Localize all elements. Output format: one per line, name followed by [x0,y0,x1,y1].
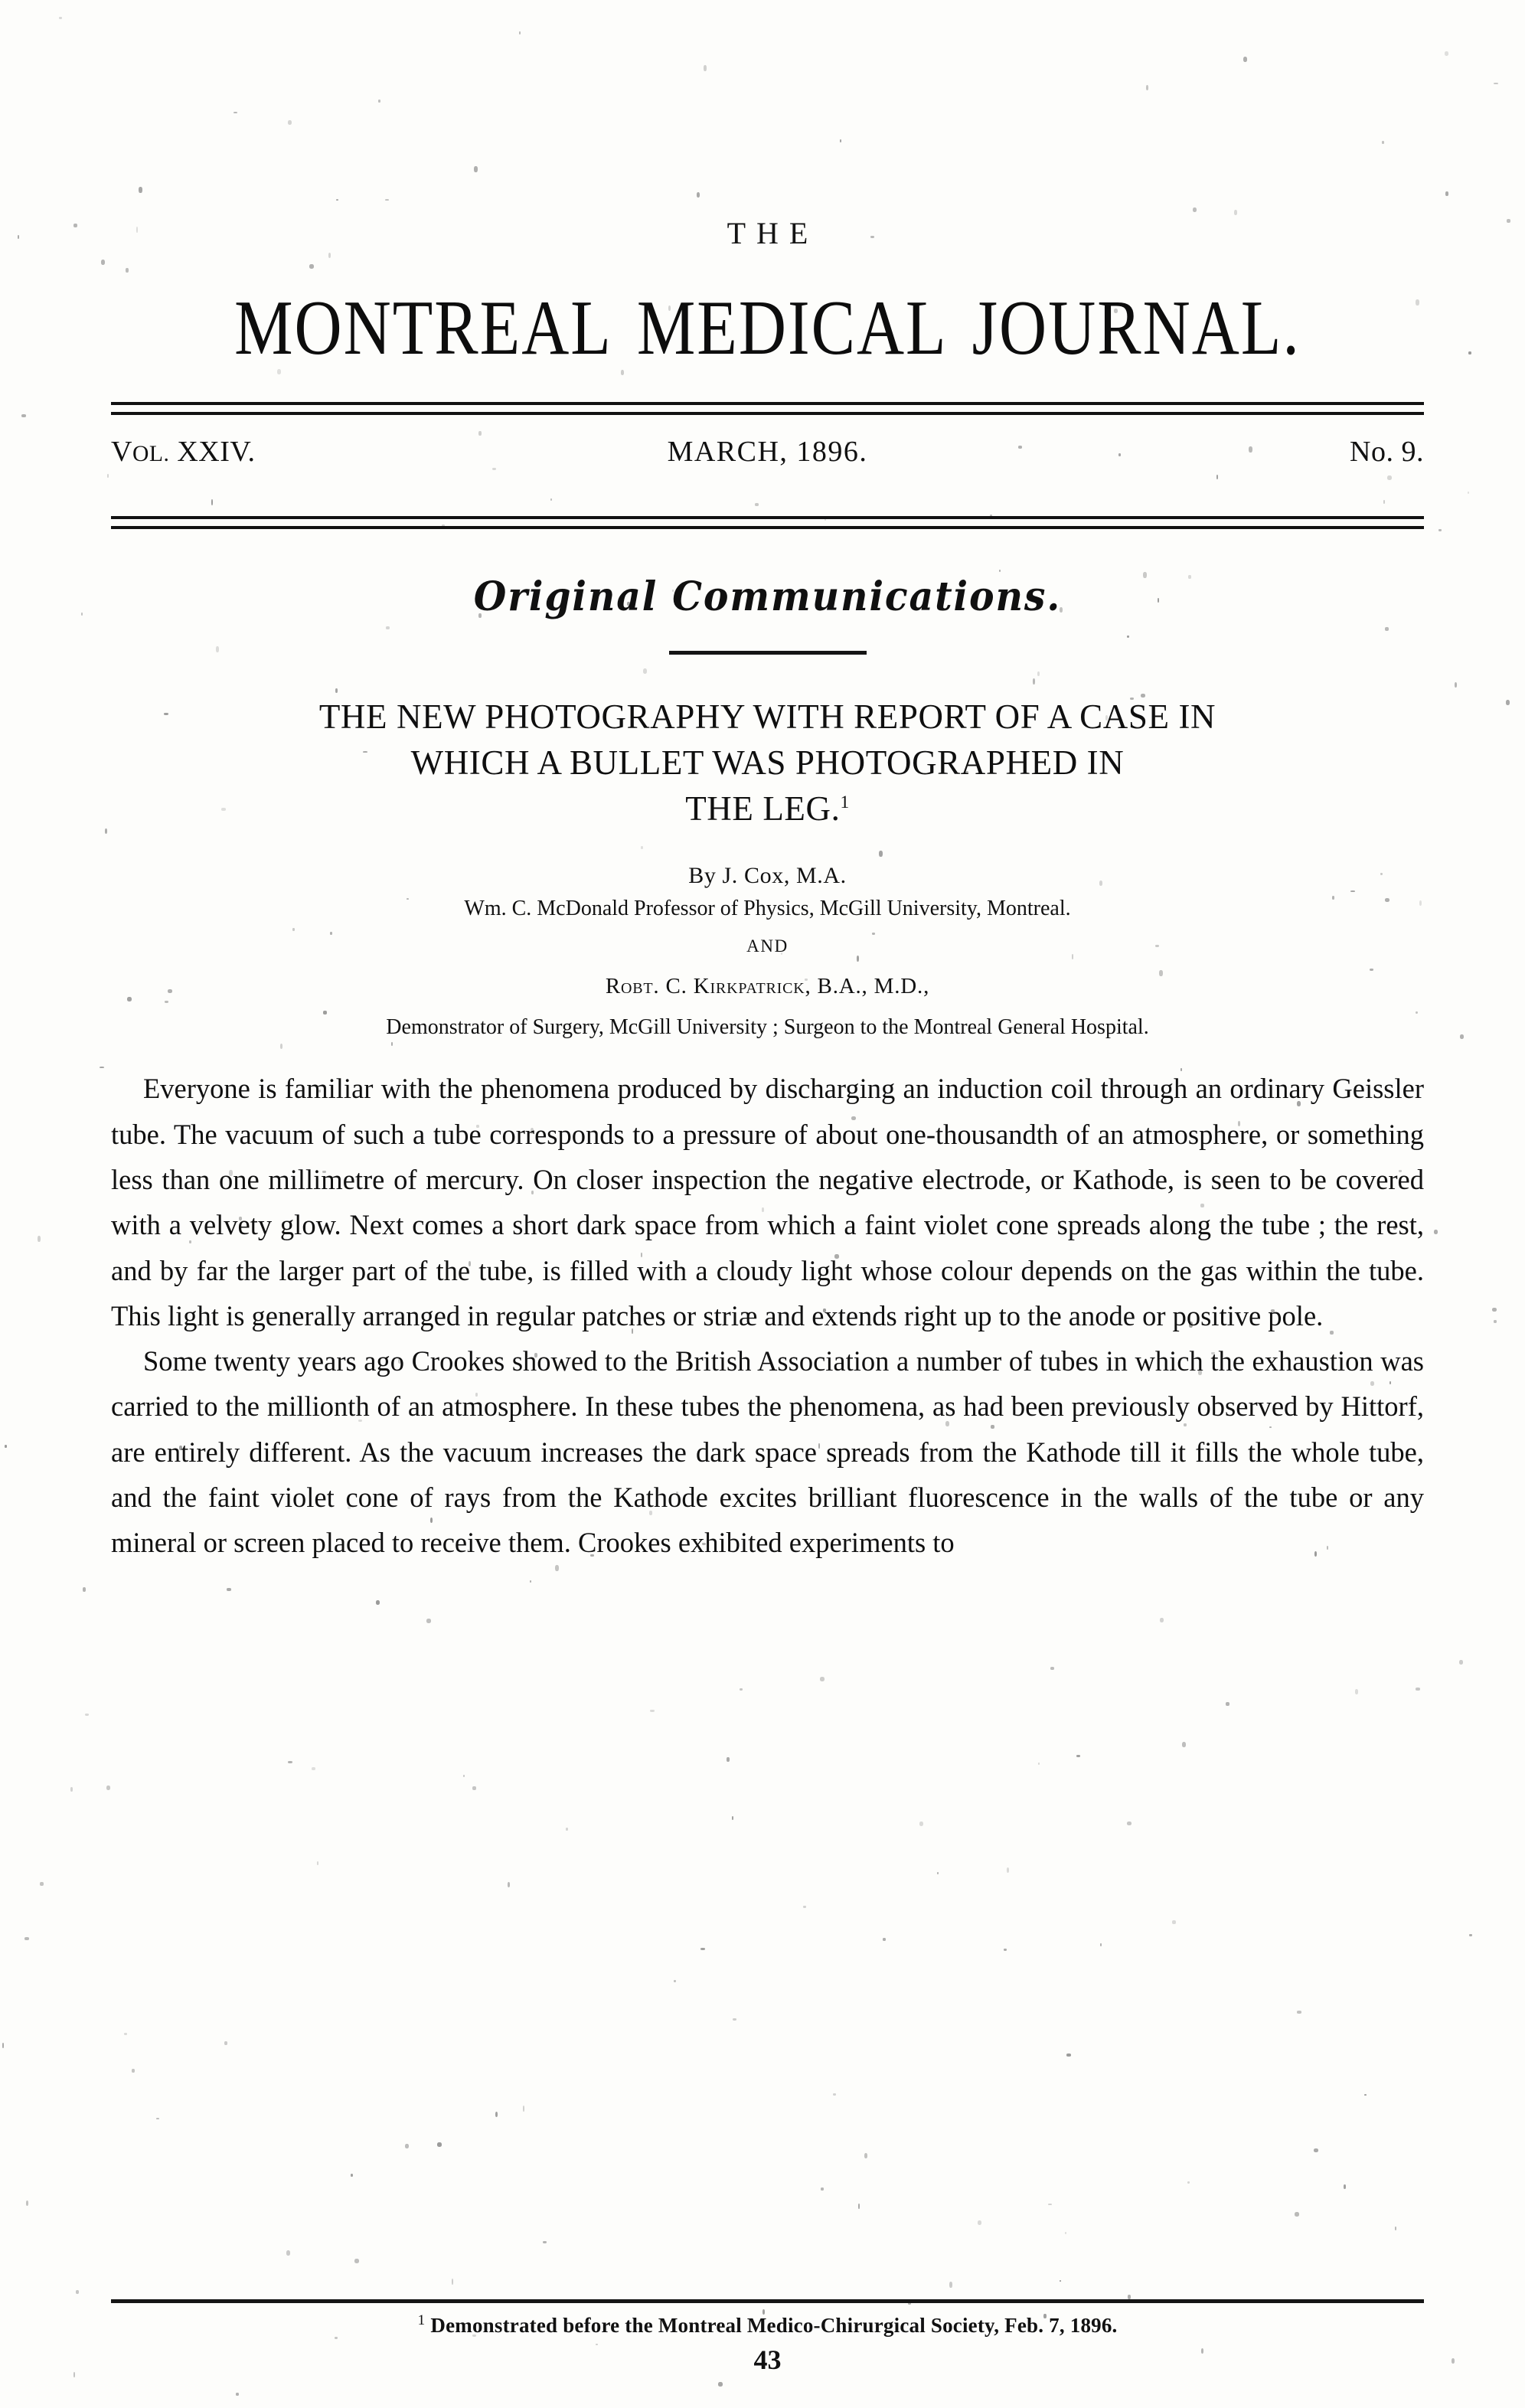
section-heading: Original Communications. [473,573,1062,620]
article-title-line-3-text: THE LEG. [685,789,841,828]
masthead-rule-top [111,402,1424,415]
section-rule [669,651,867,655]
journal-title-word-2: MEDICAL [636,284,948,371]
journal-title-word-1: MONTREAL [234,284,612,371]
author-secondary-affiliation: Demonstrator of Surgery, McGill University ; Surgeon to the Montreal General Hospital. [386,1014,1149,1039]
author-primary: By J. Cox, M.A. [688,862,847,888]
author-primary-affiliation: Wm. C. McDonald Professor of Physics, McGill University, Montreal. [464,897,1071,921]
journal-title [111,284,1424,371]
author-secondary: Robt. C. Kirkpatrick, B.A., M.D., [605,973,930,998]
article-title [111,694,1424,832]
article-title-line-1: THE NEW PHOTOGRAPHY WITH REPORT OF A CASE IN [318,698,1216,736]
page-number: 43 [753,2344,782,2375]
journal-title-word-3: JOURNAL. [971,284,1301,371]
volume-number: XXIV. [177,436,256,468]
byline [111,858,1424,1044]
page-content [111,0,1424,2408]
issue-date: MARCH, 1896. [667,436,868,468]
page-footer [111,2299,1424,2408]
issue-line [111,435,1424,490]
footnote-text: Demonstrated before the Montreal Medico-Chirurgical Society, Feb. 7, 1896. [430,2314,1118,2337]
footnote [111,2312,1424,2338]
masthead-the: THE [727,216,819,250]
issue-number: No. 9. [1350,436,1424,468]
byline-conjunction: AND [746,936,789,956]
title-footnote-marker: 1 [840,792,850,812]
volume-prefix: V [111,436,132,468]
article-title-line-3 [111,786,1424,832]
volume-small-caps: OL. [132,442,170,466]
footnote-rule [111,2299,1424,2303]
article-title-line-2: WHICH A BULLET WAS PHOTOGRAPHED IN [410,743,1125,782]
footnote-marker: 1 [417,2312,426,2328]
masthead-rule-bottom [111,516,1424,529]
article-body [111,1066,1424,1565]
body-paragraph-1: Everyone is familiar with the phenomena produced by discharging an induction coil through an ordinary Geissler tube. The vacuum of such a tube corresponds to a pressure of about one-thousandth of an atmosphere, or something less than one millimetre of mercury. On closer inspection the negative electrode, or Kathode, is seen to be covered with a velvety glow. Next comes a short dark space from which a faint violet cone spreads along the tube ; the rest, and by far the larger part of the tube, is filled with a cloudy light whose colour depends on the gas within the tube. This light is generally arranged in regular patches or striæ and extends right up to the anode or positive pole. [111,1073,1424,1331]
body-paragraph-2: Some twenty years ago Crookes showed to the British Association a number of tubes in which the exhaustion was carried to the millionth of an atmosphere. In these tubes the phenomena, as had been previously observed by Hittorf, are entirely different. As the vacuum increases the dark space spreads from the Kathode till it fills the whole tube, and the faint violet cone of rays from the Kathode excites brilliant fluorescence in the walls of the tube or any mineral or screen placed to receive them. Crookes exhibited experiments to [111,1345,1424,1559]
